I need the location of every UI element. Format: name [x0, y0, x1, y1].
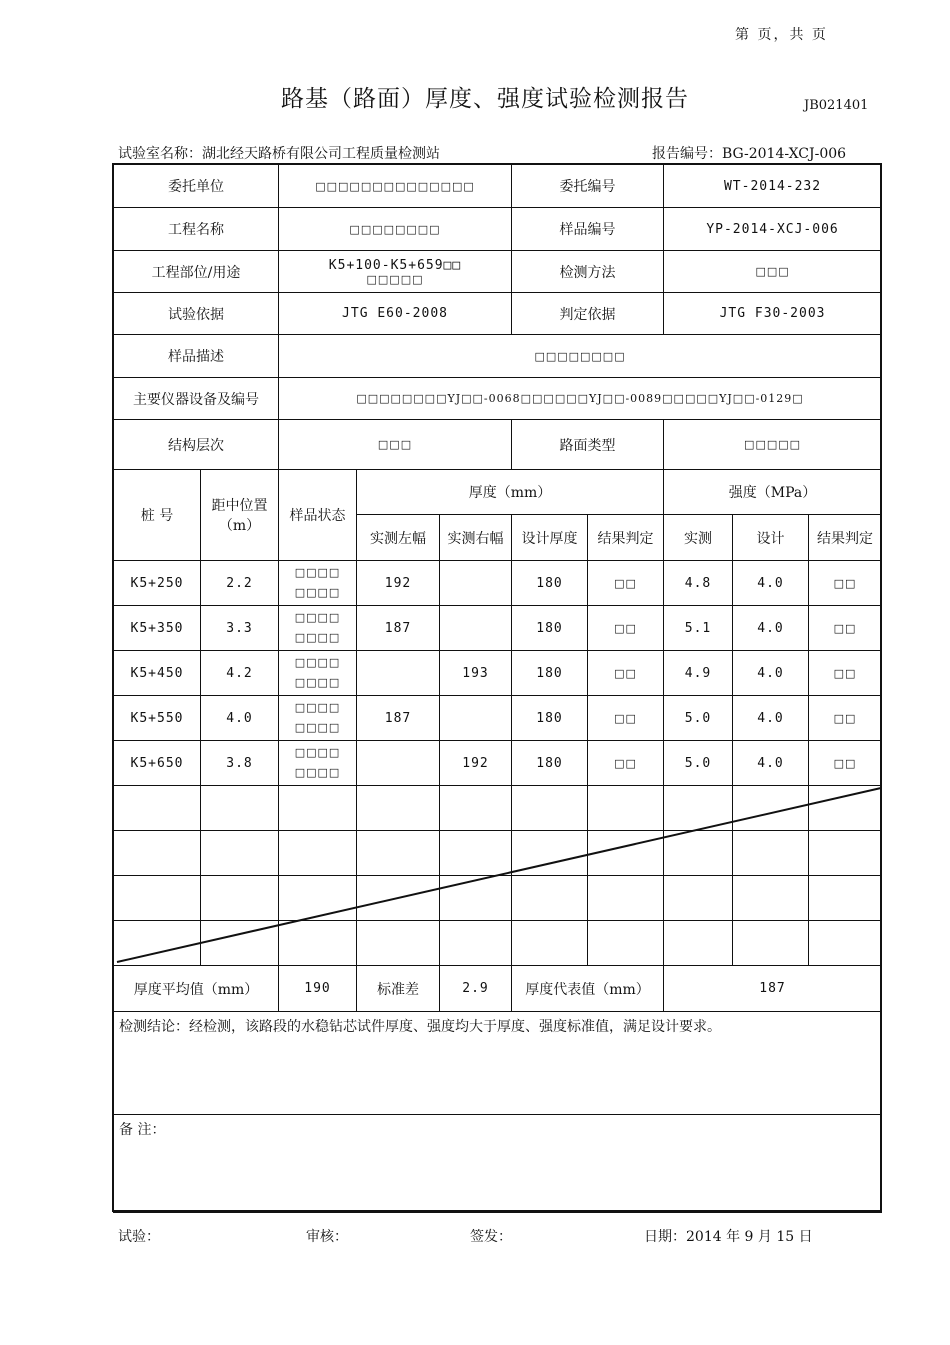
client-label: 委托单位: [114, 165, 279, 208]
layer-value: □□□: [279, 420, 512, 470]
cell-state-line1: □□□□: [294, 701, 341, 714]
cell-offset: 2.2: [201, 561, 279, 606]
rep-value: 187: [664, 966, 882, 1012]
equipment-label: 主要仪器设备及编号: [114, 378, 279, 420]
col-result-strength: 结果判定: [809, 515, 882, 561]
judge-value: JTG F30-2003: [664, 293, 882, 335]
cell-design-strength: 4.0: [733, 741, 809, 786]
cell-result-thickness: □□: [588, 651, 664, 696]
cell-result-strength: □□: [809, 606, 882, 651]
cell-design-strength: 4.0: [733, 606, 809, 651]
cell-result-strength: □□: [809, 651, 882, 696]
desc-label: 样品描述: [114, 335, 279, 378]
pavement-label: 路面类型: [512, 420, 664, 470]
outer-frame: [112, 163, 882, 1212]
cell-right: 193: [440, 651, 512, 696]
cell-design-thickness: 180: [512, 696, 588, 741]
col-strength: 强度（MPa）: [664, 470, 882, 515]
col-design-strength: 设计: [733, 515, 809, 561]
cell-measured-strength: 5.0: [664, 741, 733, 786]
cell-state-line2: □□□□: [294, 721, 341, 734]
layer-label: 结构层次: [114, 420, 279, 470]
cell-offset: 4.0: [201, 696, 279, 741]
cell-result-strength: □□: [809, 561, 882, 606]
cell-state-line2: □□□□: [294, 676, 341, 689]
col-thickness: 厚度（mm）: [357, 470, 664, 515]
cell-state-line2: □□□□: [294, 631, 341, 644]
cell-left: 187: [357, 696, 440, 741]
lab-name: 试验室名称：湖北经天路桥有限公司工程质量检测站: [118, 146, 440, 162]
reviewer-label: 审核：: [306, 1229, 348, 1245]
cell-result-strength: □□: [809, 696, 882, 741]
cell-pile: K5+450: [114, 651, 201, 696]
sample-no-label: 样品编号: [512, 208, 664, 251]
conclusion: 检测结论：经检测，该路段的水稳钻芯试件厚度、强度均大于厚度、强度标准值，满足设计要求。: [114, 1012, 882, 1115]
cell-design-thickness: 180: [512, 741, 588, 786]
std-value: 2.9: [440, 966, 512, 1012]
col-measured-strength: 实测: [664, 515, 733, 561]
cell-result-strength: □□: [809, 741, 882, 786]
col-offset-line1: 距中位置: [211, 498, 268, 514]
report-title: 路基（路面）厚度、强度试验检测报告: [281, 86, 689, 112]
cell-design-thickness: 180: [512, 606, 588, 651]
client-value: □□□□□□□□□□□□□□: [279, 165, 512, 208]
cell-pile: K5+250: [114, 561, 201, 606]
cell-left: 187: [357, 606, 440, 651]
equipment-value: □□□□□□□□YJ□□-0068□□□□□□YJ□□-0089□□□□□YJ□□-0129□: [279, 378, 882, 420]
report-date: 日期：2014 年 9 月 15 日: [644, 1229, 813, 1245]
page-count: 第 页，共 页: [735, 27, 828, 43]
cell-design-strength: 4.0: [733, 561, 809, 606]
avg-value: 190: [279, 966, 357, 1012]
tester-label: 试验：: [118, 1229, 160, 1245]
cell-result-thickness: □□: [588, 561, 664, 606]
cell-state-line1: □□□□: [294, 746, 341, 759]
avg-label: 厚度平均值（mm）: [114, 966, 279, 1012]
col-right: 实测右幅: [440, 515, 512, 561]
project-label: 工程名称: [114, 208, 279, 251]
method-value: □□□: [664, 251, 882, 293]
basis-value: JTG E60-2008: [279, 293, 512, 335]
std-label: 标准差: [357, 966, 440, 1012]
cell-state-line1: □□□□: [294, 656, 341, 669]
cell-measured-strength: 5.0: [664, 696, 733, 741]
col-design-thickness: 设计厚度: [512, 515, 588, 561]
commission-no-label: 委托编号: [512, 165, 664, 208]
basis-label: 试验依据: [114, 293, 279, 335]
cell-result-thickness: □□: [588, 741, 664, 786]
col-offset-line2: （m）: [218, 518, 261, 534]
cell-result-thickness: □□: [588, 606, 664, 651]
report-number: 报告编号：BG-2014-XCJ-006: [652, 146, 847, 162]
method-label: 检测方法: [512, 251, 664, 293]
col-result-thickness: 结果判定: [588, 515, 664, 561]
rep-label: 厚度代表值（mm）: [512, 966, 664, 1012]
cell-measured-strength: 5.1: [664, 606, 733, 651]
cell-state-line2: □□□□: [294, 586, 341, 599]
cell-pile: K5+550: [114, 696, 201, 741]
cell-state-line2: □□□□: [294, 766, 341, 779]
remarks: 备 注：: [114, 1115, 882, 1213]
issuer-label: 签发：: [470, 1229, 512, 1245]
cell-state-line1: □□□□: [294, 611, 341, 624]
cell-right: 192: [440, 741, 512, 786]
sample-no-value: YP-2014-XCJ-006: [664, 208, 882, 251]
location-value-line1: K5+100-K5+659□□: [328, 257, 462, 273]
cell-offset: 3.3: [201, 606, 279, 651]
col-pile: 桩 号: [114, 470, 201, 561]
form-code: JB021401: [804, 98, 869, 113]
col-left: 实测左幅: [357, 515, 440, 561]
pavement-value: □□□□□: [664, 420, 882, 470]
cell-pile: K5+650: [114, 741, 201, 786]
cell-result-thickness: □□: [588, 696, 664, 741]
project-value: □□□□□□□□: [279, 208, 512, 251]
location-label: 工程部位/用途: [114, 251, 279, 293]
cell-measured-strength: 4.9: [664, 651, 733, 696]
cell-design-strength: 4.0: [733, 651, 809, 696]
location-value-line2: □□□□□: [366, 272, 424, 286]
cell-design-thickness: 180: [512, 561, 588, 606]
cell-design-strength: 4.0: [733, 696, 809, 741]
col-state: 样品状态: [279, 470, 357, 561]
cell-design-thickness: 180: [512, 651, 588, 696]
judge-label: 判定依据: [512, 293, 664, 335]
desc-value: □□□□□□□□: [279, 335, 882, 378]
cell-offset: 4.2: [201, 651, 279, 696]
cell-pile: K5+350: [114, 606, 201, 651]
commission-no-value: WT-2014-232: [664, 165, 882, 208]
cell-left: 192: [357, 561, 440, 606]
cell-measured-strength: 4.8: [664, 561, 733, 606]
cell-state-line1: □□□□: [294, 566, 341, 579]
cell-offset: 3.8: [201, 741, 279, 786]
